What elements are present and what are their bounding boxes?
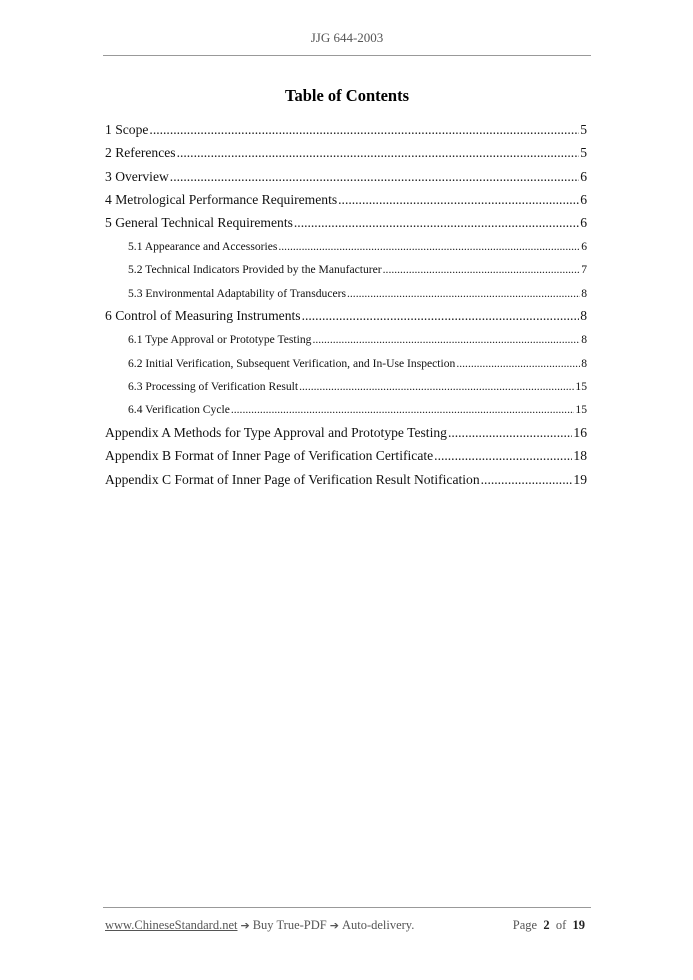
toc-entry-title: 6.3 Processing of Verification Result <box>128 379 299 393</box>
site-link[interactable]: www.ChineseStandard.net <box>105 918 238 932</box>
toc-entry-title: 5.2 Technical Indicators Provided by the Manufacturer <box>128 263 382 277</box>
footer-promo <box>105 918 414 933</box>
toc-entry[interactable] <box>105 122 587 138</box>
page-of: of <box>555 918 567 932</box>
toc-entry[interactable] <box>105 169 587 185</box>
toc-entry-page: 5 <box>580 145 587 161</box>
toc-dot-leader <box>302 308 580 324</box>
toc-dot-leader <box>481 472 573 488</box>
toc-entry-title: 6 Control of Measuring Instruments <box>105 308 301 324</box>
toc-entry[interactable] <box>128 240 587 253</box>
toc-dot-leader <box>231 403 575 416</box>
toc-entry-title: Appendix C Format of Inner Page of Verification Result Notification <box>105 471 480 487</box>
toc-entry-page: 6 <box>580 215 587 231</box>
toc-entry-title: Appendix A Methods for Type Approval and Prototype Testing <box>105 424 447 440</box>
toc-entry-page: 8 <box>580 308 587 324</box>
toc-entry[interactable] <box>105 215 587 231</box>
toc-entry-page: 6 <box>581 240 587 253</box>
arrow-right-icon: ➔ <box>240 919 250 932</box>
toc-entry-title: 6.1 Type Approval or Prototype Testing <box>128 333 312 347</box>
running-header: JJG 644-2003 <box>310 30 384 45</box>
toc-dot-leader <box>170 169 579 185</box>
toc-entry-page: 18 <box>573 448 587 464</box>
toc-entry[interactable] <box>128 263 587 276</box>
buy-text: Buy True-PDF <box>252 918 327 932</box>
toc-entry[interactable] <box>128 380 587 393</box>
footer-divider <box>103 907 591 908</box>
toc-dot-leader <box>294 215 579 231</box>
toc-dot-leader <box>383 263 581 276</box>
toc-dot-leader <box>347 287 580 300</box>
toc-entry-page: 7 <box>581 263 587 277</box>
toc-dot-leader <box>278 240 580 253</box>
arrow-right-icon: ➔ <box>329 919 339 932</box>
toc-entry-title: 5.3 Environmental Adaptability of Transducers <box>128 286 346 300</box>
toc-entry-title: 6.4 Verification Cycle <box>128 403 230 417</box>
toc-entry[interactable] <box>105 308 587 324</box>
toc-entry-page: 5 <box>580 122 587 137</box>
toc-entry-title: 4 Metrological Performance Requirements <box>105 191 338 207</box>
toc-entry-page: 15 <box>575 403 587 417</box>
toc-entry-title: 1 Scope <box>105 122 149 137</box>
toc-entry-page: 19 <box>573 471 587 487</box>
toc-entry[interactable] <box>128 403 587 416</box>
toc-entry[interactable] <box>105 145 587 161</box>
toc-entry-title: 3 Overview <box>105 168 169 184</box>
toc-entry[interactable] <box>128 333 587 346</box>
toc-dot-leader <box>434 448 572 464</box>
toc-entry[interactable] <box>128 357 587 370</box>
page-total: 19 <box>572 918 585 932</box>
toc-dot-leader <box>299 380 574 393</box>
toc-entry-title: 5 General Technical Requirements <box>105 215 293 231</box>
toc-title: Table of Contents <box>284 86 410 105</box>
toc-dot-leader <box>338 192 579 208</box>
toc-dot-leader <box>312 333 580 346</box>
toc-entry[interactable] <box>105 448 587 464</box>
running-footer <box>105 918 585 933</box>
toc-entry-title: Appendix B Format of Inner Page of Verification Certificate <box>105 448 434 464</box>
toc-dot-leader <box>149 122 579 138</box>
toc-entry-page: 8 <box>581 286 587 300</box>
toc-entry-page: 16 <box>573 424 587 440</box>
toc-entry[interactable] <box>105 192 587 208</box>
toc-entry-page: 6 <box>580 168 587 184</box>
page-label: Page <box>512 918 538 932</box>
toc-entry-title: 6.2 Initial Verification, Subsequent Verification, and In-Use Inspection <box>128 356 456 370</box>
toc-entry[interactable] <box>105 425 587 441</box>
toc-dot-leader <box>177 145 580 161</box>
toc-entry[interactable] <box>128 287 587 300</box>
page-current: 2 <box>543 918 550 932</box>
toc-entry-title: 2 References <box>105 145 176 161</box>
header-divider <box>103 55 591 56</box>
toc-entry-page: 8 <box>581 333 587 347</box>
page-indicator <box>513 918 585 933</box>
toc-entry-title: 5.1 Appearance and Accessories <box>128 240 278 253</box>
toc-entry-page: 15 <box>575 379 587 393</box>
toc-dot-leader <box>448 425 572 441</box>
toc-dot-leader <box>456 357 580 370</box>
toc-entry-page: 6 <box>580 191 587 207</box>
toc-entry-page: 8 <box>581 356 587 370</box>
delivery-text: Auto-delivery. <box>341 918 415 932</box>
toc-entry[interactable] <box>105 472 587 488</box>
